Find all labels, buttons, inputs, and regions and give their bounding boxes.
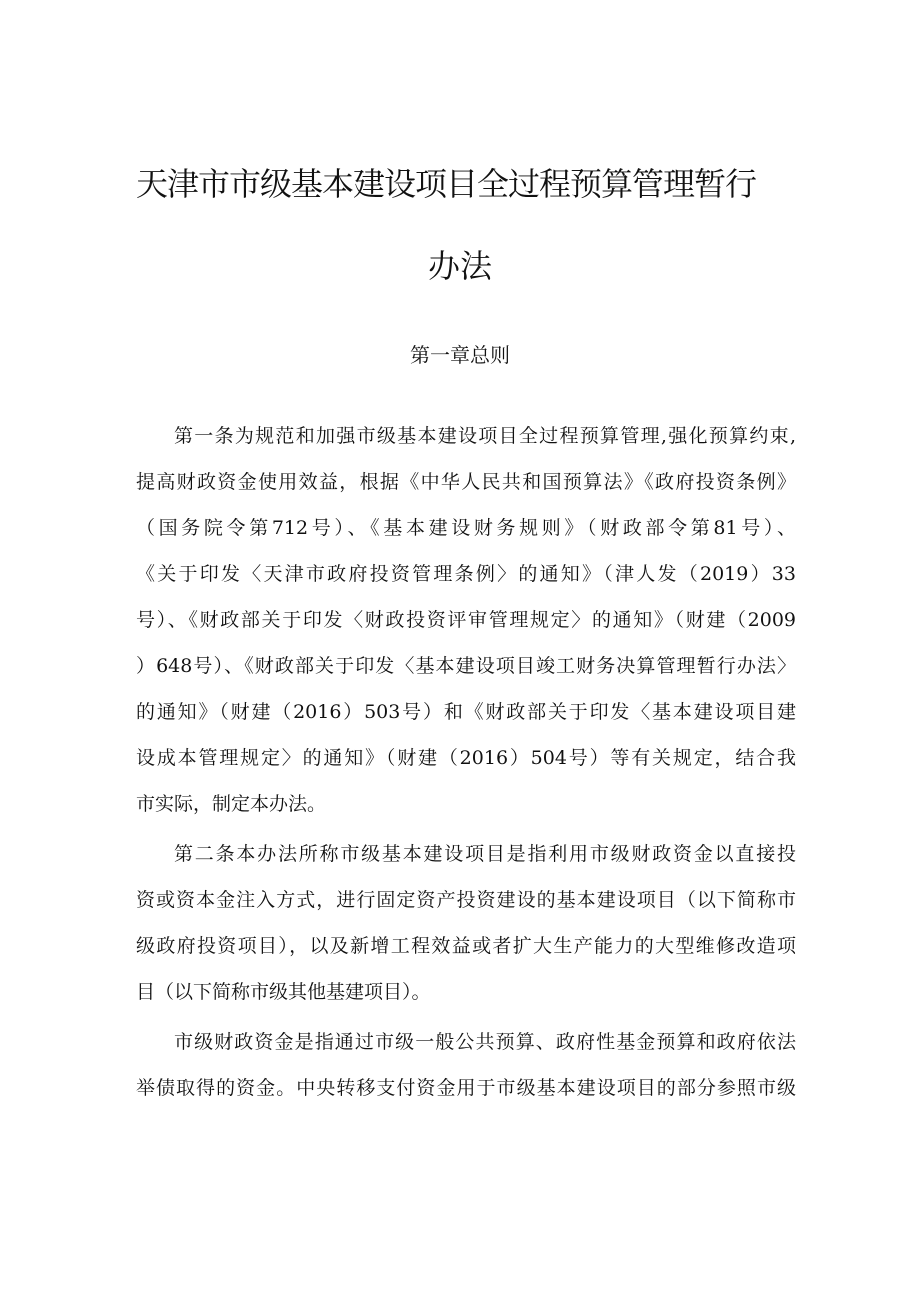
document-body: [136, 413, 796, 1111]
text-line: 提高财政资金使用效益，根据《中华人民共和国预算法》《政府投资条例》: [136, 471, 796, 493]
text-line: 第一条为规范和加强市级基本建设项目全过程预算管理,强化预算约束,: [174, 425, 796, 447]
text-line: （国务院令第712号）、《基本建设财务规则》（财政部令第81号）、: [136, 517, 796, 539]
text-line: 《关于印发〈天津市政府投资管理条例〉的通知》（津人发（2019）33: [136, 563, 796, 585]
text-line: 的通知》（财建（2016）503号）和《财政部关于印发〈基本建设项目建: [136, 701, 796, 723]
paragraph-fiscal-funds: [136, 1019, 796, 1111]
document-title-line-2: 办法: [427, 247, 492, 285]
text-line: 市实际，制定本办法。: [136, 793, 327, 815]
text-line: 举债取得的资金。中央转移支付资金用于市级基本建设项目的部分参照市级: [136, 1077, 796, 1099]
document-title-line-1: 天津市市级基本建设项目全过程预算管理暂行: [136, 165, 757, 203]
text-line: 目（以下简称市级其他基建项目）。: [136, 981, 431, 1003]
text-line: ）648号）、《财政部关于印发〈基本建设项目竣工财务决算管理暂行办法〉: [136, 655, 796, 677]
paragraph-article-2: [136, 831, 796, 1015]
paragraph-article-1: [136, 413, 796, 827]
text-line: 资或资本金注入方式，进行固定资产投资建设的基本建设项目（以下简称市: [136, 889, 796, 911]
text-line: 市级财政资金是指通过市级一般公共预算、政府性基金预算和政府依法: [174, 1031, 796, 1053]
text-line: 号）、《财政部关于印发〈财政投资评审管理规定〉的通知》（财建（2009: [136, 609, 796, 631]
text-line: 第二条本办法所称市级基本建设项目是指利用市级财政资金以直接投: [174, 843, 796, 865]
chapter-heading: 第一章总则: [410, 343, 510, 367]
text-line: 设成本管理规定〉的通知》（财建（2016）504号）等有关规定，结合我: [136, 747, 796, 769]
text-line: 级政府投资项目），以及新增工程效益或者扩大生产能力的大型维修改造项: [136, 935, 796, 957]
